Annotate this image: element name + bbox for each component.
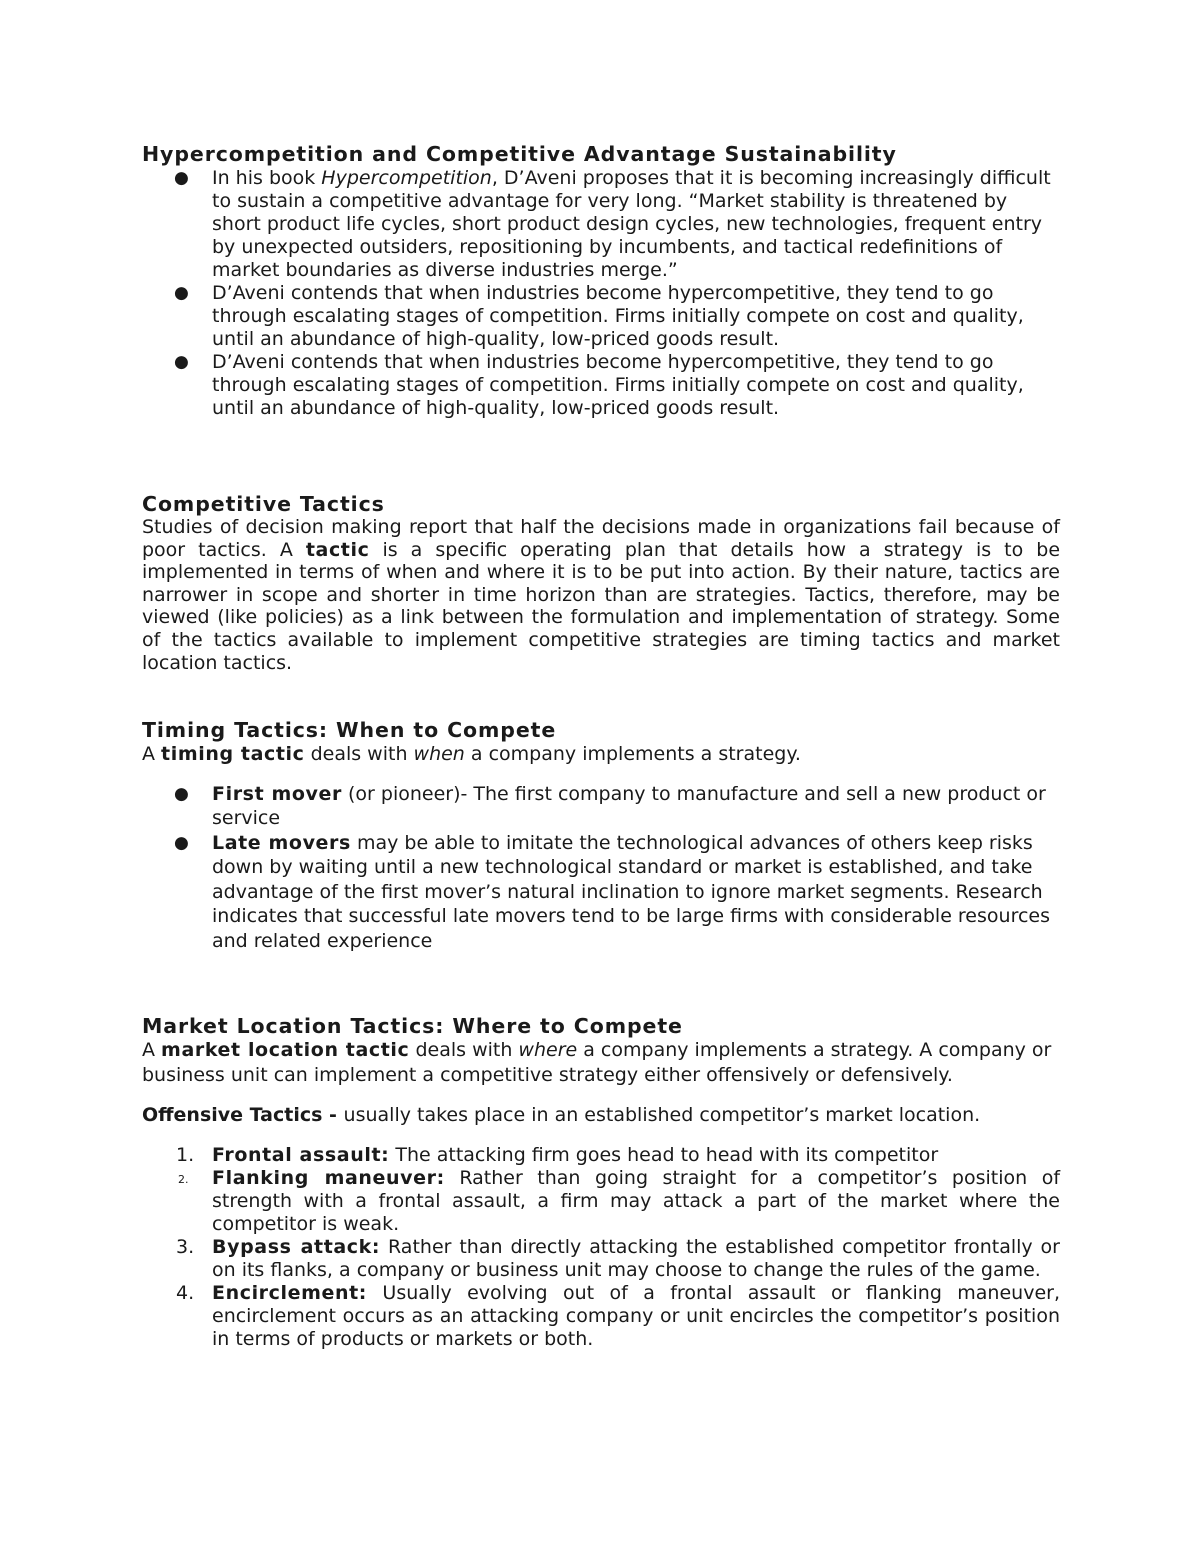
bullet-icon: ●: [174, 283, 189, 303]
list-item: 1. Frontal assault: The attacking firm goes head to head with its competitor: [176, 1143, 939, 1166]
timing-tactics-list: [142, 782, 1060, 954]
list-item: ● Late movers may be able to imitate the technological advances of others keep risks down by waiting until a new technological standard or market is established, and take advantage of the first mover’s natural inclination to ignore market segments. Research indicates that successful late movers tend to be large firms with considerable resources and related experience: [174, 831, 1050, 952]
list-item: 4. Encirclement: Usually evolving out of a frontal assault or flanking maneuver, encirclement occurs as an attacking company or unit encircles the competitor’s position in terms of products or markets or both.: [176, 1281, 1060, 1350]
heading-competitive-tactics: Competitive Tactics: [142, 492, 385, 516]
timing-tactic-intro: A timing tactic deals with when a company implements a strategy.: [142, 743, 801, 766]
heading-market-location-tactics: Market Location Tactics: Where to Compete: [142, 1014, 683, 1039]
market-location-intro: A market location tactic deals with where a company implements a strategy. A company or business unit can implement a competitive strategy either offensively or defensively.: [142, 1039, 1052, 1086]
list-item: 2. Flanking maneuver: Rather than going straight for a competitor’s position of strength with a frontal assault, a firm may attack a part of the market where the competitor is weak.: [178, 1166, 1061, 1235]
bullet-icon: ●: [174, 832, 189, 853]
offensive-tactics-line: Offensive Tactics - usually takes place in an established competitor’s market location.: [142, 1104, 981, 1127]
offensive-tactics-list: [142, 1144, 1060, 1351]
competitive-tactics-paragraph: Studies of decision making report that half the decisions made in organizations fail because of poor tactics. A tactic is a specific operating plan that details how a strategy is to be implemented in terms of when and where it is to be put into action. By their nature, tactics are narrower in scope and shorter in time horizon than are strategies. Tactics, therefore, may be viewed (like policies) as a link between the formulation and implementation of strategy. Some of the tactics available to implement competitive strategies are timing tactics and market location tactics.: [142, 516, 1061, 674]
heading-timing-tactics: Timing Tactics: When to Compete: [142, 718, 557, 743]
list-item: 3. Bypass attack: Rather than directly attacking the established competitor frontally or on its flanks, a company or business unit may choose to change the rules of the game.: [176, 1235, 1060, 1281]
document-content: [142, 142, 1060, 1351]
list-item: ● D’Aveni contends that when industries become hypercompetitive, they tend to go through escalating stages of competition. Firms initially compete on cost and quality, until an abundance of high-quality, low-priced goods result.: [174, 282, 1024, 350]
list-item: ● First mover (or pioneer)- The first company to manufacture and sell a new product or service: [174, 782, 1046, 830]
bullet-icon: ●: [174, 168, 189, 188]
bullet-icon: ●: [174, 352, 189, 372]
bullet-icon: ●: [174, 783, 189, 804]
list-item: ● D’Aveni contends that when industries become hypercompetitive, they tend to go through escalating stages of competition. Firms initially compete on cost and quality, until an abundance of high-quality, low-priced goods result.: [174, 351, 1024, 419]
list-item: ● In his book Hypercompetition, D’Aveni proposes that it is becoming increasingly difficult to sustain a competitive advantage for very long. “Market stability is threatened by short product life cycles, short product design cycles, new technologies, frequent entry by unexpected outsiders, repositioning by incumbents, and tactical redefinitions of market boundaries as diverse industries merge.”: [174, 167, 1051, 281]
heading-hypercompetition: Hypercompetition and Competitive Advantage Sustainability: [142, 142, 897, 166]
hypercompetition-list: [142, 167, 1060, 420]
